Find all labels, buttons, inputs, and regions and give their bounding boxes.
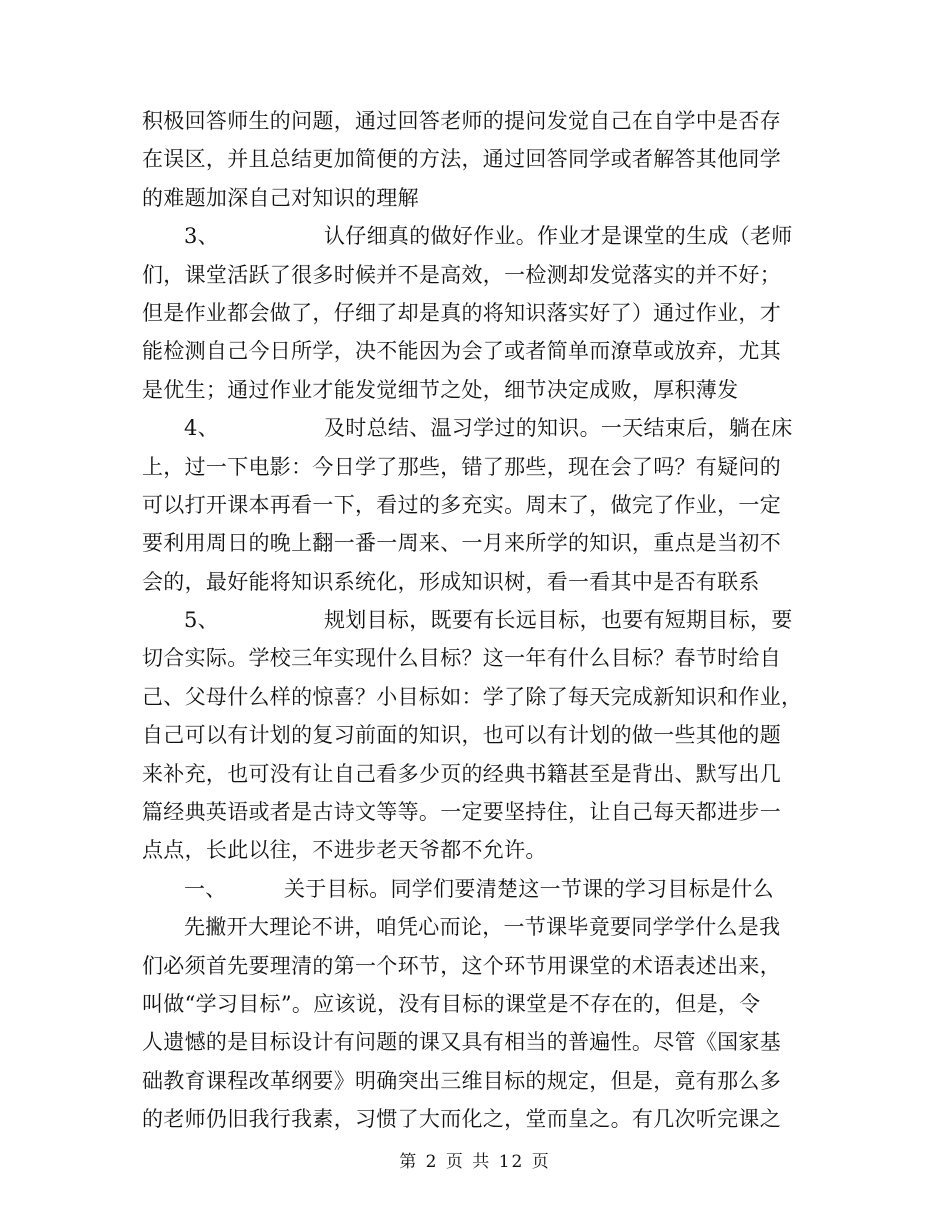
list-item-line — [142, 217, 812, 255]
list-number: 5、 — [184, 608, 219, 633]
text-line: 们，课堂活跃了很多时候并不是高效，一检测却发觉落实的并不好； — [142, 262, 781, 287]
text-line: 的老师仍旧我行我素，习惯了大而化之，堂而皇之。有几次听完课之 — [142, 1107, 781, 1132]
text-line: 叫做“学习目标”。应该说，没有目标的课堂是不存在的，但是，令 — [142, 991, 761, 1016]
text-line: 积极回答师生的问题，通过回答老师的提问发觉自己在自学中是否存 — [142, 109, 781, 133]
text-line: 点点，长此以往，不进步老天爷都不允许。 — [142, 838, 547, 863]
section-number: 一、 — [184, 876, 227, 901]
text-line: 在误区，并且总结更加简便的方法，通过回答同学或者解答其他同学 — [142, 147, 781, 172]
document-body — [142, 102, 812, 1139]
text-line: 能检测自己今日所学，决不能因为会了或者简单而潦草或放弃，尤其 — [142, 339, 781, 364]
list-number: 3、 — [184, 224, 219, 249]
text-line: 础教育课程改革纲要》明确突出三维目标的规定，但是，竟有那么多 — [142, 1068, 781, 1093]
text-line: 是优生；通过作业才能发觉细节之处，细节决定成败，厚积薄发 — [142, 377, 739, 402]
list-number: 4、 — [184, 416, 219, 441]
section-heading-line — [142, 870, 812, 908]
text-line: 的难题加深自己对知识的理解 — [142, 185, 419, 210]
section-heading-text: 关于目标。同学们要清楚这一节课的学习目标是什么 — [284, 876, 774, 901]
list-item-line — [142, 409, 812, 447]
text-line: 自己可以有计划的复习前面的知识，也可以有计划的做一些其他的题 — [142, 723, 781, 748]
text-line: 上，过一下电影：今日学了那些，错了那些，现在会了吗？有疑问的 — [142, 454, 781, 479]
text-line: 切合实际。学校三年实现什么目标？这一年有什么目标？春节时给自 — [142, 646, 781, 671]
list-item-text: 认仔细真的做好作业。作业才是课堂的生成（老师 — [324, 224, 793, 249]
text-line: 要利用周日的晚上翻一番一周来、一月来所学的知识，重点是当初不 — [142, 531, 781, 556]
text-line: 们必须首先要理清的第一个环节，这个环节用课堂的术语表述出来， — [142, 953, 781, 978]
paragraph-start-line: 先撇开大理论不讲，咱凭心而论，一节课毕竟要同学学什么是我 — [184, 915, 781, 940]
text-line: 会的，最好能将知识系统化，形成知识树，看一看其中是否有联系 — [142, 569, 760, 594]
text-line: 来补充，也可没有让自己看多少页的经典书籍甚至是背出、默写出几 — [142, 761, 781, 786]
list-item-line — [142, 601, 812, 639]
text-line: 但是作业都会做了，仔细了却是真的将知识落实好了）通过作业，才 — [142, 300, 781, 325]
page-number-footer: 第 2 页 共 12 页 — [399, 1152, 551, 1172]
text-line: 可以打开课本再看一下，看过的多充实。周末了，做完了作业，一定 — [142, 492, 781, 517]
text-line: 人遗憾的是目标设计有问题的课又具有相当的普遍性。尽管《国家基 — [142, 1030, 781, 1055]
text-line: 己、父母什么样的惊喜？小目标如：学了除了每天完成新知识和作业， — [142, 684, 803, 709]
list-item-text: 规划目标，既要有长远目标，也要有短期目标，要 — [324, 608, 793, 633]
text-line: 篇经典英语或者是古诗文等等。一定要坚持住，让自己每天都进步一 — [142, 800, 781, 825]
list-item-text: 及时总结、温习学过的知识。一天结束后，躺在床 — [324, 416, 793, 441]
